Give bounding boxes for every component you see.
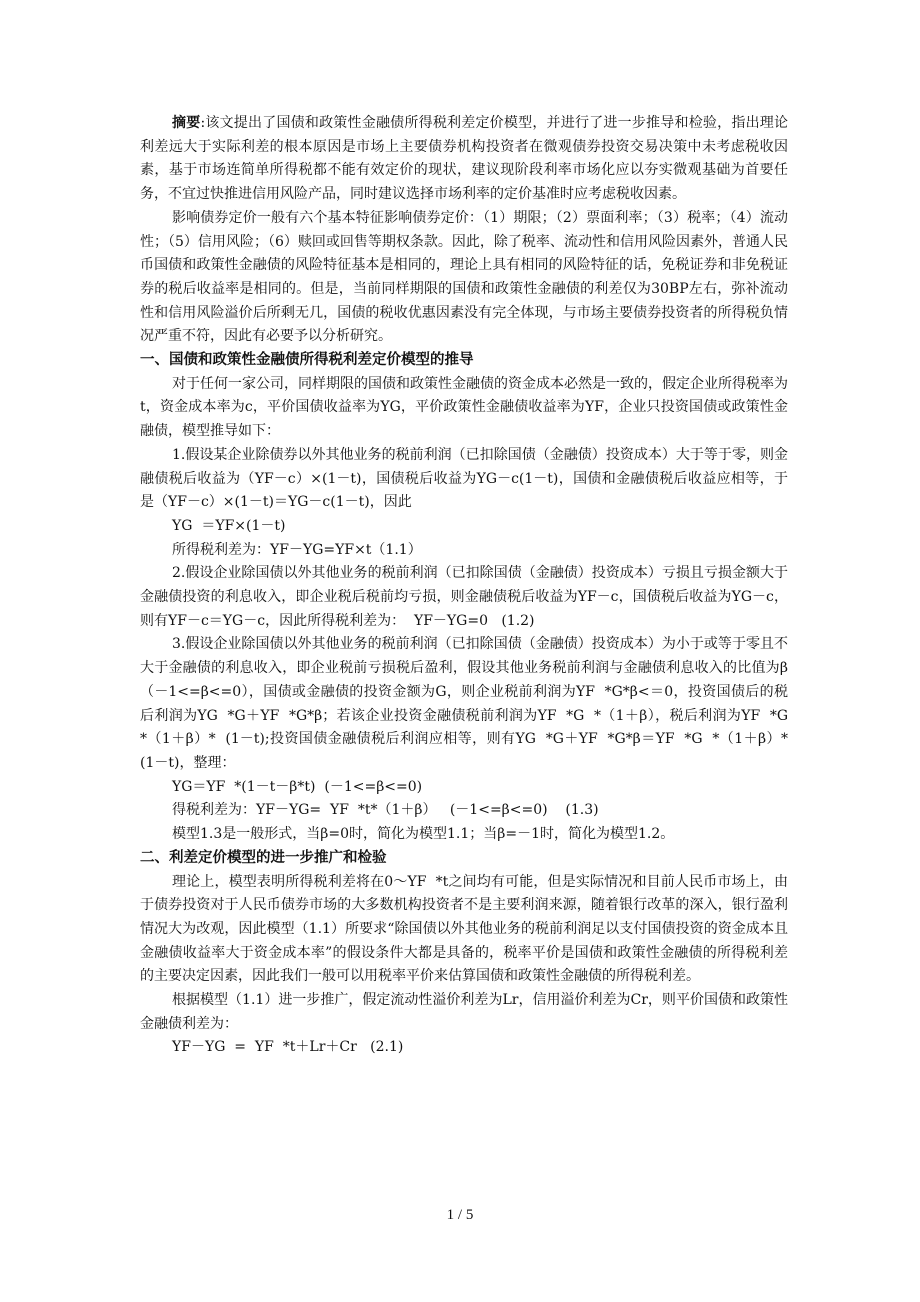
abstract-paragraph — [140, 112, 788, 207]
abstract-text: :该文提出了国债和政策性金融债所得税利差定价模型，并进行了进一步推导和检验，指出理论利差远大于实际利差的根本原因是市场上主要债券机构投资者在微观债券投资交易决策中未考虑税收因素，基于市场连简单所得税都不能有效定价的现状，建议现阶段利率市场化应以夯实微观基础为首要任务，不宜过快推进信用风险产品，同时建议选择市场利率的定价基准时应考虑税收因素。 — [140, 115, 789, 203]
equation-2-1: YF－YG = YF *t＋Lr＋Cr (2.1) — [172, 1039, 404, 1056]
section1-assumption-1: 1.假设某企业除债券以外其他业务的税前利润（已扣除国债（金融债）投资成本）大于等于零，则金融债税后收益为（YF－c）×(1－t)，国债税后收益为YG－c(1－t)，国债和金融债税后收益应相等，于是（YF－c）×(1－t)＝YG－c(1－t)，因此 — [140, 446, 788, 511]
section2-paragraph-2: 根据模型（1.1）进一步推广，假定流动性溢价利差为Lr，信用溢价利差为Cr，则平价国债和政策性金融债利差为： — [140, 992, 788, 1032]
section1-summary: 模型1.3是一般形式，当β=0时，简化为模型1.1；当β=－1时，简化为模型1.2。 — [172, 826, 675, 843]
section2-heading: 二、利差定价模型的进一步推广和检验 — [140, 849, 387, 866]
section2-paragraph-1: 理论上，模型表明所得税利差将在0～YF *t之间均有可能，但是实际情况和目前人民币市场上，由于债券投资对于人民币债券市场的大多数机构投资者不是主要利润来源，随着银行改革的深入，银行盈利情况大为改观，因此模型（1.1）所要求“除国债以外其他业务的税前利润足以支付国债投资的资金成本且金融债收益率大于资金成本率”的假设条件大都是具备的，税率平价是国债和政策性金融债的所得税利差的主要决定因素，因此我们一般可以用税率平价来估算国债和政策性金融债的所得税利差。 — [140, 873, 788, 985]
abstract-label: 摘要 — [172, 115, 201, 131]
equation-1-1: YG ＝YF×(1－t) — [172, 517, 286, 534]
section1-paragraph-1: 对于任何一家公司，同样期限的国债和政策性金融债的资金成本必然是一致的，假定企业所得税率为t，资金成本率为c，平价国债收益率为YG，平价政策性金融债收益率为YF，企业只投资国债或政策性金融债，模型推导如下： — [140, 375, 788, 440]
equation-1-3-spread: 得税利差为：YF－YG= YF *t*（1＋β） (－1<=β<=0) (1.3) — [172, 802, 599, 819]
section1-assumption-2: 2.假设企业除国债以外其他业务的税前利润（已扣除国债（金融债）投资成本）亏损且亏损金额大于金融债投资的利息收入，即企业税后税前均亏损，则金融债税后收益为YF－c，国债税后收益为YG－c，则有YF－c＝YG－c，因此所得税利差为： YF－YG=0 (1.2) — [140, 565, 788, 629]
section1-assumption-3: 3.假设企业除国债以外其他业务的税前利润（已扣除国债（金融债）投资成本）为小于或等于零且不大于金融债的利息收入，即企业税前亏损税后盈利，假设其他业务税前利润与金融债利息收入的比值为β（－1<=β<=0），国债或金融债的投资金额为G，则企业税前利润为YF *G*β<＝0，投资国债后的税后利润为YG *G＋YF *G*β；若该企业投资金融债税前利润为YF *G *（1＋β），税后利润为YF *G *（1＋β）* (1－t);投资国债金融债税后利润应相等，则有YG *G＋YF *G*β＝YF *G *（1＋β）* (1－t)，整理： — [140, 636, 797, 771]
equation-1-3-a: YG＝YF *(1－t－β*t) (－1<=β<=0) — [172, 778, 423, 795]
equation-1-1-spread: 所得税利差为：YF－YG=YF×t（1.1） — [172, 541, 422, 558]
document-body — [140, 112, 797, 1060]
intro-paragraph: 影响债券定价一般有六个基本特征影响债券定价：（1）期限；（2）票面利率；（3）税率；（4）流动性；（5）信用风险；（6）赎回或回售等期权条款。因此，除了税率、流动性和信用风险因素外，普通人民币国债和政策性金融债的风险特征基本是相同的，理论上具有相同的风险特征的话，免税证券和非免税证券的税后收益率是相同的。但是，当前同样期限的国债和政策性金融债的利差仅为30BP左右，弥补流动性和信用风险溢价后所剩无几，国债的税收优惠因素没有完全体现，与市场主要债券投资者的所得税负情况严重不符，因此有必要予以分析研究。 — [140, 209, 788, 345]
section1-heading: 一、国债和政策性金融债所得税利差定价模型的推导 — [140, 352, 474, 369]
page-number: 1 / 5 — [446, 1207, 474, 1223]
